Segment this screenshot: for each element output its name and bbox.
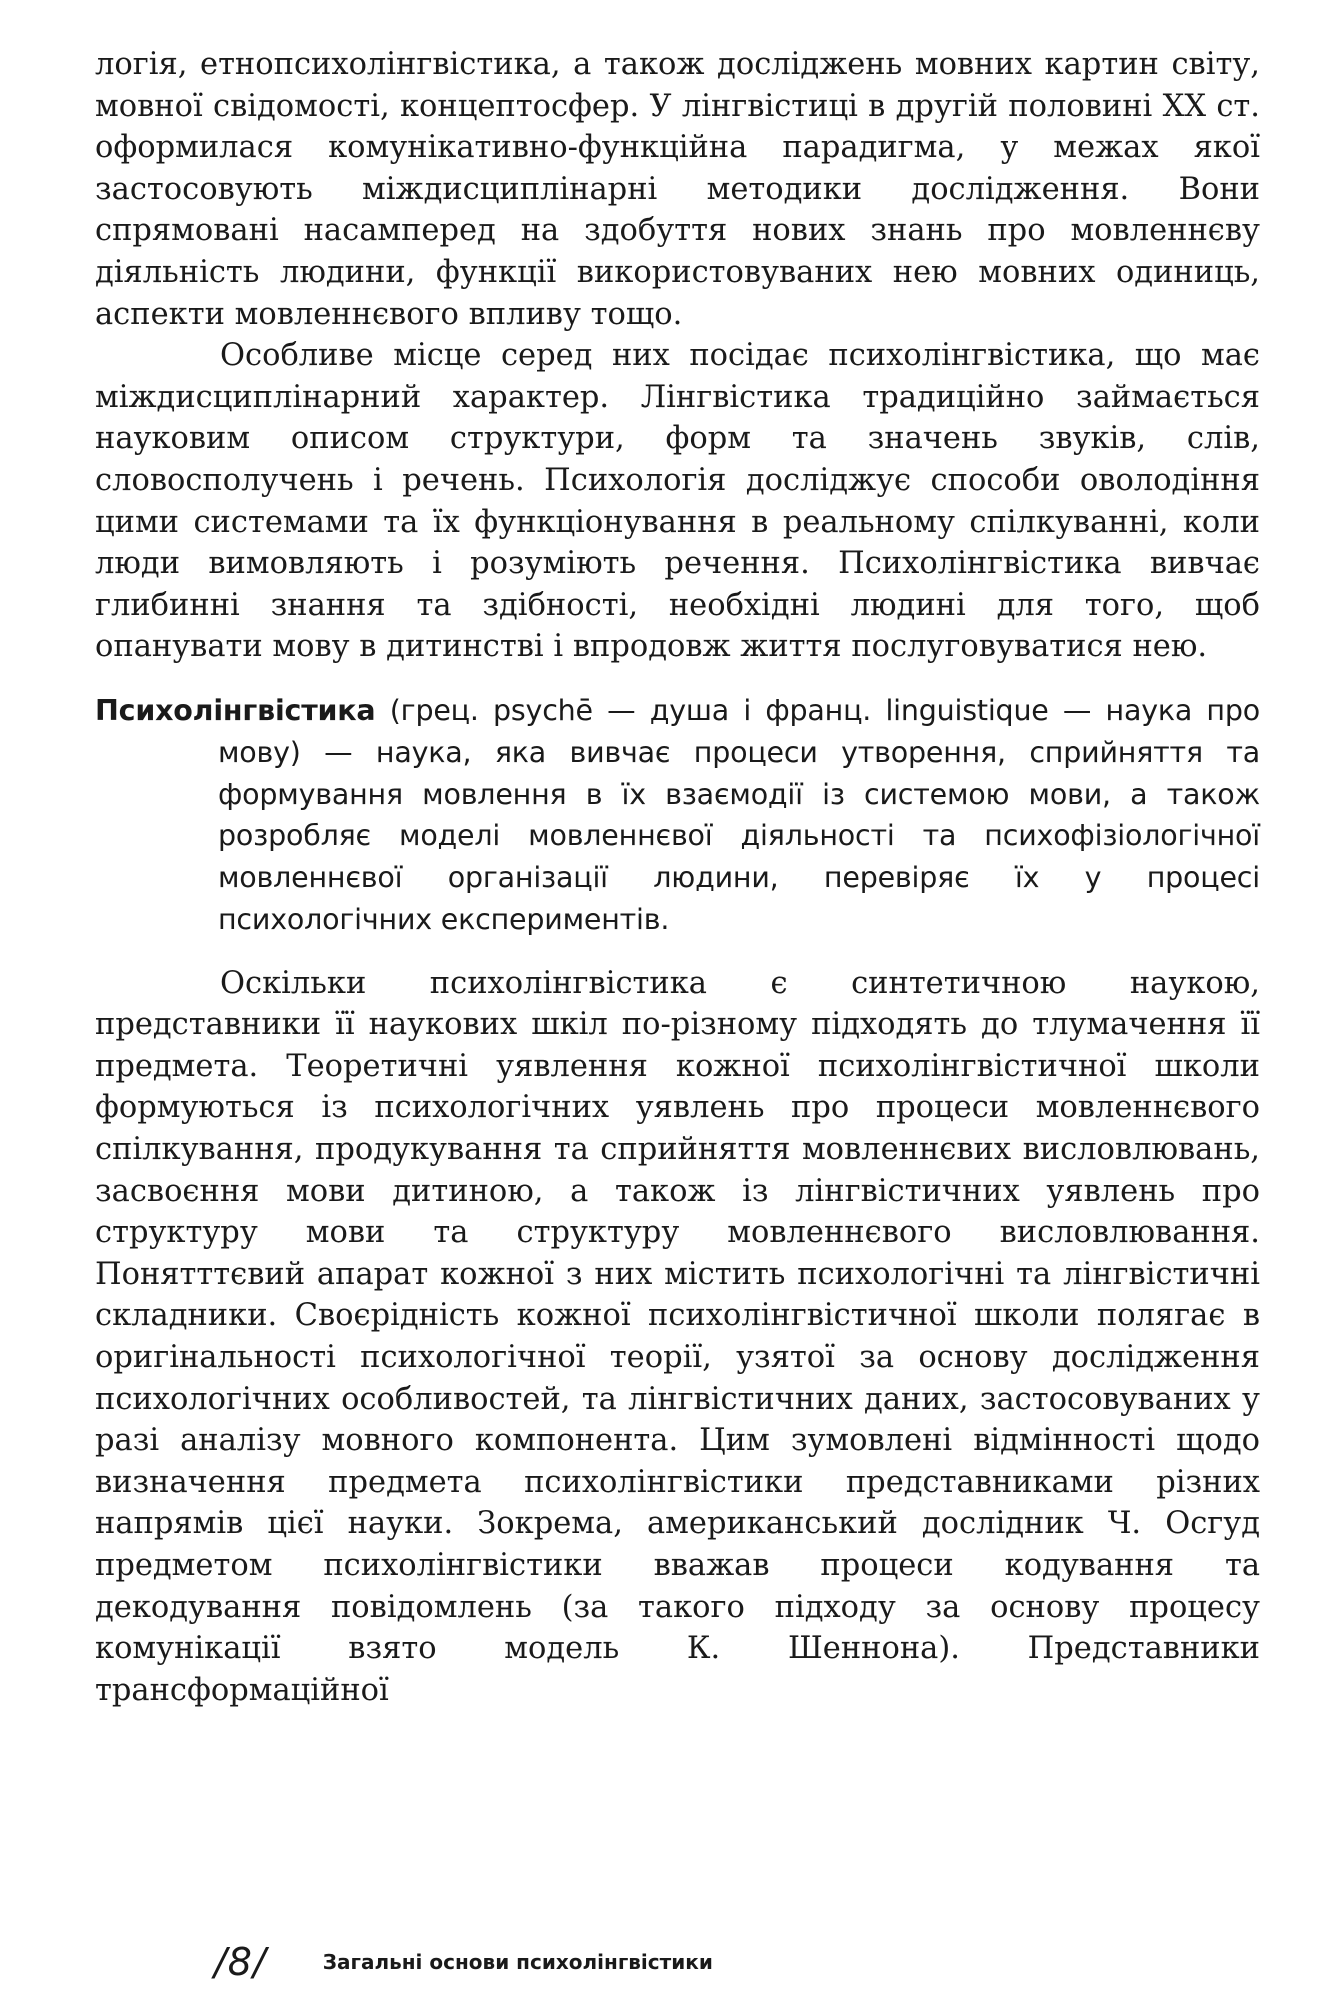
page-number: /8/ — [214, 1940, 267, 1984]
page-footer — [214, 1938, 713, 1986]
running-title: Загальні основи психолінгвістики — [322, 1950, 713, 1974]
definition-block — [95, 690, 1260, 941]
definition-body: (грец. psychē — душа і франц. linguistique — наука про мову) — наука, яка вивчає процеси утворення, сприйняття та формування мовлення в їх взаємодії із системою мови, а також розробляє моделі мовленнєвої діяльності та психофізіологічної мовленнєвої організації людини, перевіряє їх у процесі психологічних експериментів. — [218, 693, 1260, 936]
definition-term: Психолінгвістика — [95, 693, 376, 727]
page-content — [95, 44, 1260, 1711]
paragraph-intro-continued: логія, етнопсихолінгвістика, а також досліджень мовних картин світу, мовної свідомості, концептосфер. У лінгвістиці в другій половині ХХ ст. оформилася комунікативно-функційна парадигма, у межах якої застосовують міждисциплінарні методики дослідження. Вони спрямовані насамперед на здобуття нових знань про мовленнєву діяльність людини, функції використовуваних нею мовних одиниць, аспекти мовленнєвого впливу тощо. — [95, 47, 1260, 332]
paragraph-psycholinguistics-place: Особливе місце серед них посідає психолінгвістика, що має міждисциплінарний характер. Лінгвістика традиційно займається науковим описом структури, форм та значень звуків, слів, словосполучень і речень. Психологія досліджує способи оволодіння цими системами та їх функціонування в реальному спілкуванні, коли люди вимовляють і розуміють речення. Психолінгвістика вивчає глибинні знання та здібності, необхідні людині для того, щоб опанувати мову в дитинстві і впродовж життя послуговуватися нею. — [95, 338, 1260, 665]
paragraph-schools: Оскільки психолінгвістика є синтетичною наукою, представники її наукових шкіл по-різному підходять до тлумачення її предмета. Теоретичні уявлення кожної психолінгвістичної школи формуються із психологічних уявлень про процеси мовленнєвого спілкування, продукування та сприйняття мовленнєвих висловлювань, засвоєння мови дитиною, а також із лінгвістичних уявлень про структуру мови та структуру мовленнєвого висловлювання. Понятттєвий апарат кожної з них містить психологічні та лінгвістичні складники. Своєрідність кожної психолінгвістичної школи полягає в оригінальності психологічної теорії, узятої за основу дослідження психологічних особливостей, та лінгвістичних даних, застосовуваних у разі аналізу мовного компонента. Цим зумовлені відмінності щодо визначення предмета психолінгвістики представниками різних напрямів цієї науки. Зокрема, американський дослідник Ч. Осгуд предметом психолінгвістики вважав процеси кодування та декодування повідомлень (за такого підходу за основу процесу комунікації взято модель К. Шеннона). Представники трансформаційної — [95, 965, 1260, 1708]
